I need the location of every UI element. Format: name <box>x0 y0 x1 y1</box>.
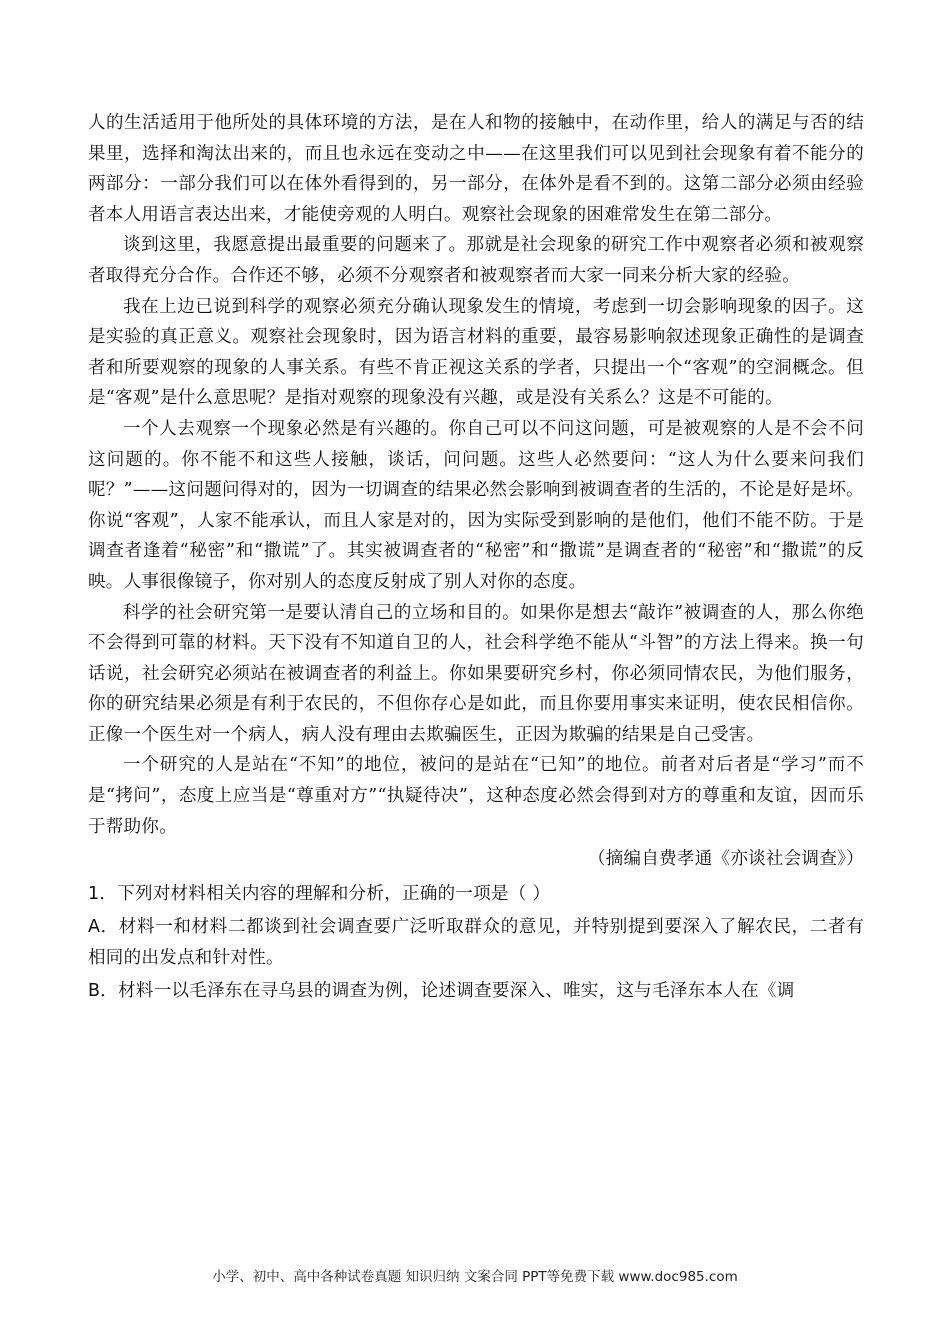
document-body <box>88 108 864 1007</box>
question-stem: 1．下列对材料相关内容的理解和分析，正确的一项是（ ） <box>88 883 551 904</box>
paragraph: 一个人去观察一个现象必然是有兴趣的。你自己可以不问这问题，可是被观察的人是不会不问这问题的。你不能不和这些人接触，谈话，问问题。这些人必然要问：“这人为什么要来问我们呢？”——这问题问得对的，因为一切调查的结果必然会影响到被调查者的生活的，不论是好是坏。你说“客观”，人家不能承认，而且人家是对的，因为实际受到影响的是他们，他们不能不防。于是调查者逢着“秘密”和“撒谎”了。其实被调查者的“秘密”和“撒谎”是调查者的“秘密”和“撒谎”的反映。人事很像镜子，你对别人的态度反射成了别人对你的态度。 <box>88 418 864 592</box>
paragraph: 谈到这里，我愿意提出最重要的问题来了。那就是社会现象的研究工作中观察者必须和被观察者取得充分合作。合作还不够，必须不分观察者和被观察者而大家一同来分析大家的经验。 <box>88 235 864 286</box>
paragraph: 我在上边已说到科学的观察必须充分确认现象发生的情境，考虑到一切会影响现象的因子。这是实验的真正意义。观察社会现象时，因为语言材料的重要，最容易影响叙述现象正确性的是调查者和所要观察的现象的人事关系。有些不肯正视这关系的学者，只提出一个“客观”的空洞概念。但是“客观”是什么意思呢？是指对观察的现象没有兴趣，或是没有关系么？这是不可能的。 <box>88 296 864 409</box>
paragraph-continuation: 人的生活适用于他所处的具体环境的方法，是在人和物的接触中，在动作里，给人的满足与否的结果里，选择和淘汰出来的，而且也永远在变动之中——在这里我们可以见到社会现象有着不能分的两部分：一部分我们可以在体外看得到的，另一部分，在体外是看不到的。这第二部分必须由经验者本人用语言表达出来，才能使旁观的人明白。观察社会现象的困难常发生在第二部分。 <box>88 113 864 225</box>
paragraph: 一个研究的人是站在“不知”的地位，被问的是站在“已知”的地位。前者对后者是“学习”而不是“拷问”，态度上应当是“尊重对方”“执疑待决”，这种态度必然会得到对方的尊重和友谊，因而乐于帮助你。 <box>88 755 864 837</box>
paragraph: 科学的社会研究第一是要认清自己的立场和目的。如果你是想去“敲诈”被调查的人，那么你绝不会得到可靠的材料。天下没有不知道自卫的人，社会科学绝不能从“斗智”的方法上得来。换一句话说，社会研究必须站在被调查者的利益上。你如果要研究乡村，你必须同情农民，为他们服务，你的研究结果必须是有利于农民的，不但你存心是如此，而且你要用事实来证明，使农民相信你。正像一个医生对一个病人，病人没有理由去欺骗医生，正因为欺骗的结果是自己受害。 <box>88 602 864 745</box>
source-citation: （摘编自费孝通《亦谈社会调查》） <box>587 849 864 870</box>
page-footer: 小学、初中、高中各种试卷真题 知识归纳 文案合同 PPT等免费下载 www.doc985.com <box>212 1269 738 1285</box>
option-a: A．材料一和材料二都谈到社会调查要广泛听取群众的意见，并特别提到要深入了解农民，二者有相同的出发点和针对性。 <box>88 916 864 968</box>
option-b: B．材料一以毛泽东在寻乌县的调查为例，论述调查要深入、唯实，这与毛泽东本人在《调 <box>88 980 795 1001</box>
